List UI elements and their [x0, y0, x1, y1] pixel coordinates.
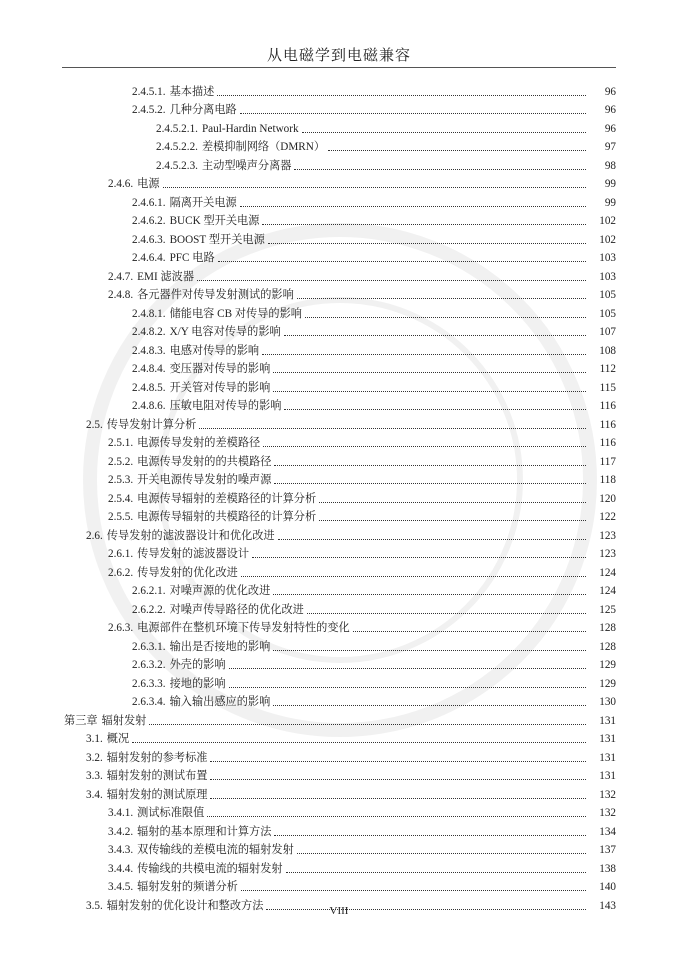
toc-entry-title: 接地的影响 [169, 677, 226, 690]
toc-entry-number: 2.5.2. [108, 455, 134, 468]
toc-dot-leader [197, 280, 586, 281]
toc-entry[interactable] [0, 691, 678, 710]
toc-entry-title: 双传输线的差模电流的辐射发射 [137, 844, 294, 856]
toc-entry-title: 辐射发射的测试原理 [106, 788, 208, 801]
toc-entry-page: 98 [604, 159, 616, 172]
toc-entry-number: 2.4.5.1. [132, 85, 166, 98]
toc-entry-number: 3.4.2. [108, 825, 134, 838]
toc-entry-title: 传导发射的滤波器设计和优化改进 [106, 529, 275, 542]
toc-entry-number: 2.4.5.2.3. [156, 159, 198, 172]
toc-entry-number: 2.6.1. [108, 548, 134, 560]
toc-dot-leader [274, 835, 586, 836]
toc-entry[interactable] [0, 191, 678, 210]
toc-entry[interactable] [0, 395, 678, 414]
toc-dot-leader [217, 95, 586, 96]
toc-dot-leader [273, 650, 586, 651]
toc-entry-number: 3.3. [86, 770, 103, 782]
toc-entry-number: 2.4.8.1. [132, 307, 166, 320]
toc-dot-leader [240, 113, 586, 114]
toc-entry-page: 99 [604, 196, 616, 209]
toc-entry-title: 电源传导辐射的差模路径的计算分析 [137, 492, 317, 505]
toc-entry[interactable] [0, 80, 678, 99]
toc-dot-leader [328, 150, 586, 151]
toc-entry[interactable] [0, 432, 678, 451]
toc-entry[interactable] [0, 136, 678, 155]
toc-entry-number: 3.4.1. [108, 807, 134, 819]
toc-entry-number: 2.4.6.1. [132, 196, 166, 209]
toc-entry-title: 外壳的影响 [169, 659, 226, 671]
toc-dot-leader [252, 557, 586, 558]
toc-entry-page: 137 [599, 844, 616, 856]
toc-entry-number: 2.6.3.1. [132, 640, 166, 653]
toc-entry-page: 123 [599, 529, 616, 542]
toc-entry-title: 各元器件对传导发射测试的影响 [137, 289, 294, 301]
toc-dot-leader [353, 631, 586, 632]
toc-entry[interactable] [0, 247, 678, 266]
toc-entry-title: 电感对传导的影响 [169, 344, 260, 357]
toc-dot-leader [240, 206, 586, 207]
toc-entry-number: 2.6.3. [108, 622, 134, 634]
toc-entry-page: 131 [599, 733, 616, 745]
toc-entry-title: 辐射发射的优化设计和整改方法 [106, 899, 264, 912]
toc-entry[interactable] [0, 487, 678, 506]
toc-entry-number: 2.6.3.4. [132, 696, 166, 708]
toc-entry-page: 118 [599, 474, 616, 486]
toc-entry-number: 2.6.3.2. [132, 659, 166, 671]
toc-entry-page: 112 [599, 363, 616, 375]
toc-entry-title: 压敏电阻对传导的影响 [169, 400, 282, 412]
toc-entry[interactable] [0, 857, 678, 876]
toc-entry-number: 2.4.8.6. [132, 400, 166, 412]
toc-entry-page: 105 [599, 307, 616, 320]
toc-entry-number: 2.5.5. [108, 511, 134, 523]
page-number: VIII [329, 905, 349, 917]
toc-entry-page: 124 [599, 566, 616, 579]
toc-entry[interactable] [0, 173, 678, 192]
toc-entry-number: 3.4.5. [108, 881, 134, 893]
toc-entry-title: 主动型噪声分离器 [201, 159, 292, 172]
toc-entry-number: 2.6. [86, 529, 103, 542]
toc-entry-page: 128 [599, 622, 616, 634]
toc-dot-leader [263, 446, 586, 447]
toc-entry-page: 123 [599, 548, 616, 560]
toc-entry-page: 124 [599, 585, 616, 597]
toc-entry[interactable] [0, 802, 678, 821]
toc-dot-leader [273, 391, 586, 392]
toc-entry-title: 隔离开关电源 [169, 196, 237, 209]
toc-entry[interactable] [0, 765, 678, 784]
toc-dot-leader [210, 779, 586, 780]
toc-entry-title: BUCK 型开关电源 [169, 215, 260, 227]
toc-entry-title: 电源部件在整机环境下传导发射特性的变化 [137, 622, 350, 634]
toc-entry-page: 107 [599, 326, 616, 338]
toc-entry-page: 134 [599, 825, 616, 838]
toc-entry[interactable] [0, 524, 678, 543]
toc-entry-number: 2.4.7. [108, 270, 134, 283]
toc-entry-title: 电源传导发射的差模路径 [137, 437, 261, 449]
toc-entry-page: 131 [599, 714, 616, 727]
toc-entry-number: 2.5.1. [108, 437, 134, 449]
toc-entry-title: BOOST 型开关电源 [169, 233, 265, 246]
toc-dot-leader [132, 742, 586, 743]
toc-dot-leader [307, 613, 586, 614]
toc-entry[interactable] [0, 154, 678, 173]
toc-entry-title: 传导发射的滤波器设计 [137, 548, 250, 560]
toc-entry-number: 3.5. [86, 899, 103, 912]
toc-entry[interactable] [0, 746, 678, 765]
toc-dot-leader [297, 853, 586, 854]
toc-entry-title: 概况 [106, 733, 130, 745]
toc-entry-title: 基本描述 [169, 85, 215, 98]
toc-entry-number: 3.4. [86, 788, 103, 801]
toc-entry-page: 117 [599, 455, 616, 468]
toc-entry-number: 2.6.3.3. [132, 677, 166, 690]
toc-entry[interactable] [0, 561, 678, 580]
toc-entry[interactable] [0, 376, 678, 395]
toc-entry-number: 2.5.3. [108, 474, 134, 486]
toc-entry[interactable] [0, 450, 678, 469]
toc-entry-page: 97 [604, 141, 616, 153]
toc-entry-number: 2.4.6. [108, 178, 134, 190]
toc-entry-title: 传输线的共模电流的辐射发射 [137, 862, 283, 875]
toc-entry[interactable] [0, 99, 678, 118]
toc-entry-page: 115 [599, 381, 616, 394]
toc-entry-number: 2.4.8.5. [132, 381, 166, 394]
toc-dot-leader [149, 724, 586, 725]
toc-entry[interactable] [0, 413, 678, 432]
toc-entry-page: 103 [599, 270, 616, 283]
toc-entry-number: 2.6.2. [108, 566, 134, 579]
toc-entry-number: 2.4.5.2.1. [156, 122, 198, 135]
toc-entry-number: 3.4.3. [108, 844, 134, 856]
toc-entry[interactable] [0, 210, 678, 229]
toc-entry-page: 132 [599, 788, 616, 801]
toc-entry-page: 122 [599, 511, 616, 523]
toc-dot-leader [207, 816, 586, 817]
toc-entry-number: 2.4.6.3. [132, 233, 166, 246]
toc-dot-leader [319, 520, 586, 521]
toc-entry-number: 2.6.2.2. [132, 603, 166, 616]
toc-dot-leader [210, 798, 586, 799]
toc-entry-title: 储能电容 CB 对传导的影响 [169, 307, 302, 320]
toc-dot-leader [278, 539, 586, 540]
toc-entry-number: 3.1. [86, 733, 103, 745]
toc-dot-leader [218, 261, 586, 262]
toc-entry-page: 116 [599, 437, 616, 449]
table-of-contents [0, 80, 678, 913]
toc-entry[interactable] [0, 543, 678, 562]
toc-entry-page: 130 [599, 696, 616, 708]
toc-dot-leader [297, 298, 586, 299]
toc-dot-leader [305, 317, 586, 318]
toc-entry-title: 辐射发射的频谱分析 [137, 881, 238, 893]
toc-entry-number: 2.4.8.4. [132, 363, 166, 375]
toc-entry-title: EMI 滤波器 [137, 270, 195, 283]
toc-entry-title: 开关管对传导的影响 [169, 381, 271, 394]
toc-entry-page: 120 [599, 492, 616, 505]
toc-dot-leader [273, 594, 586, 595]
toc-entry-title: PFC 电路 [169, 252, 215, 264]
toc-entry-page: 102 [599, 233, 616, 246]
toc-dot-leader [274, 465, 586, 466]
toc-entry[interactable] [0, 820, 678, 839]
toc-entry[interactable] [0, 672, 678, 691]
toc-entry[interactable] [0, 654, 678, 673]
toc-entry[interactable] [0, 580, 678, 599]
toc-entry-title: 对噪声源的优化改进 [169, 585, 271, 597]
toc-entry-title: Paul-Hardin Network [201, 122, 299, 135]
toc-entry[interactable] [0, 728, 678, 747]
toc-entry-title: 测试标准限值 [137, 807, 205, 819]
header-divider [62, 67, 616, 68]
toc-entry-page: 99 [604, 178, 616, 190]
toc-entry-number: 2.5.4. [108, 492, 134, 505]
toc-entry[interactable] [0, 783, 678, 802]
toc-entry-title: 输入输出感应的影响 [169, 696, 271, 708]
toc-dot-leader [262, 224, 586, 225]
toc-entry-page: 143 [599, 899, 616, 912]
toc-dot-leader [319, 502, 586, 503]
toc-dot-leader [294, 169, 586, 170]
toc-entry[interactable] [0, 302, 678, 321]
toc-entry[interactable] [0, 117, 678, 136]
toc-entry[interactable] [0, 358, 678, 377]
toc-entry-number: 3.2. [86, 751, 103, 764]
toc-entry[interactable] [0, 469, 678, 488]
toc-dot-leader [268, 243, 586, 244]
toc-entry-page: 140 [599, 881, 616, 893]
toc-entry[interactable] [0, 839, 678, 858]
toc-dot-leader [302, 132, 586, 133]
toc-entry-title: 传导发射计算分析 [106, 418, 197, 431]
toc-entry-number: 2.4.8. [108, 289, 134, 301]
toc-entry[interactable] [0, 339, 678, 358]
toc-entry-page: 125 [599, 603, 616, 616]
toc-entry-title: 辐射发射的参考标准 [106, 751, 208, 764]
toc-entry[interactable] [0, 506, 678, 525]
toc-entry-page: 105 [599, 289, 616, 301]
toc-entry-page: 132 [599, 807, 616, 819]
toc-entry[interactable] [0, 635, 678, 654]
toc-entry[interactable] [0, 598, 678, 617]
toc-entry[interactable] [0, 265, 678, 284]
toc-entry-page: 96 [604, 85, 616, 98]
toc-entry-title: 辐射发射 [101, 714, 147, 727]
toc-entry-title: X/Y 电容对传导的影响 [169, 326, 281, 338]
toc-entry-page: 96 [604, 122, 616, 135]
toc-entry-page: 128 [599, 640, 616, 653]
toc-entry[interactable] [0, 228, 678, 247]
toc-dot-leader [284, 409, 586, 410]
toc-entry-page: 129 [599, 659, 616, 671]
toc-dot-leader [262, 354, 586, 355]
toc-entry-title: 辐射发射的测试布置 [106, 770, 208, 782]
toc-entry-number: 3.4.4. [108, 862, 134, 875]
toc-entry-page: 108 [599, 344, 616, 357]
toc-dot-leader [229, 687, 586, 688]
toc-entry-title: 对噪声传导路径的优化改进 [169, 603, 304, 616]
toc-dot-leader [273, 372, 586, 373]
toc-entry-page: 103 [599, 252, 616, 264]
toc-entry-title: 输出是否接地的影响 [169, 640, 271, 653]
toc-entry-number: 2.4.6.4. [132, 252, 166, 264]
toc-entry-page: 129 [599, 677, 616, 690]
toc-entry-number: 2.4.5.2. [132, 104, 166, 116]
toc-entry-page: 131 [599, 751, 616, 764]
toc-entry-title: 电源传导辐射的共模路径的计算分析 [137, 511, 317, 523]
toc-entry-title: 变压器对传导的影响 [169, 363, 271, 375]
toc-dot-leader [274, 483, 586, 484]
toc-dot-leader [210, 761, 586, 762]
toc-dot-leader [284, 335, 586, 336]
toc-entry-title: 开关电源传导发射的噪声源 [137, 474, 272, 486]
toc-entry-number: 2.6.2.1. [132, 585, 166, 597]
toc-entry[interactable] [0, 617, 678, 636]
toc-dot-leader [273, 705, 586, 706]
toc-entry-page: 96 [604, 104, 616, 116]
toc-entry-number: 2.4.8.3. [132, 344, 166, 357]
toc-entry-title: 电源 [137, 178, 160, 190]
toc-entry-page: 138 [599, 862, 616, 875]
toc-entry-page: 131 [599, 770, 616, 782]
toc-entry-title: 几种分离电路 [169, 104, 237, 116]
toc-entry-title: 传导发射的优化改进 [137, 566, 238, 579]
toc-entry-title: 差模抑制网络（DMRN） [201, 141, 326, 153]
toc-entry-number: 2.4.6.2. [132, 215, 166, 227]
toc-dot-leader [163, 187, 586, 188]
toc-entry-page: 102 [599, 215, 616, 227]
toc-dot-leader [241, 576, 586, 577]
toc-entry[interactable] [0, 709, 678, 728]
toc-dot-leader [199, 428, 586, 429]
toc-entry[interactable] [0, 321, 678, 340]
toc-entry-title: 电源传导发射的的共模路径 [137, 455, 272, 468]
toc-dot-leader [229, 668, 586, 669]
toc-entry-number: 2.4.8.2. [132, 326, 166, 338]
toc-entry[interactable] [0, 876, 678, 895]
toc-entry-number: 2.5. [86, 418, 103, 431]
toc-entry-title: 辐射的基本原理和计算方法 [137, 825, 272, 838]
toc-dot-leader [286, 872, 586, 873]
toc-entry-page: 116 [599, 400, 616, 412]
toc-entry-number: 第三章 [64, 714, 98, 727]
toc-entry-number: 2.4.5.2.2. [156, 141, 198, 153]
toc-entry[interactable] [0, 284, 678, 303]
toc-dot-leader [241, 890, 586, 891]
toc-entry-page: 116 [599, 418, 616, 431]
running-header-title: 从电磁学到电磁兼容 [266, 48, 411, 64]
